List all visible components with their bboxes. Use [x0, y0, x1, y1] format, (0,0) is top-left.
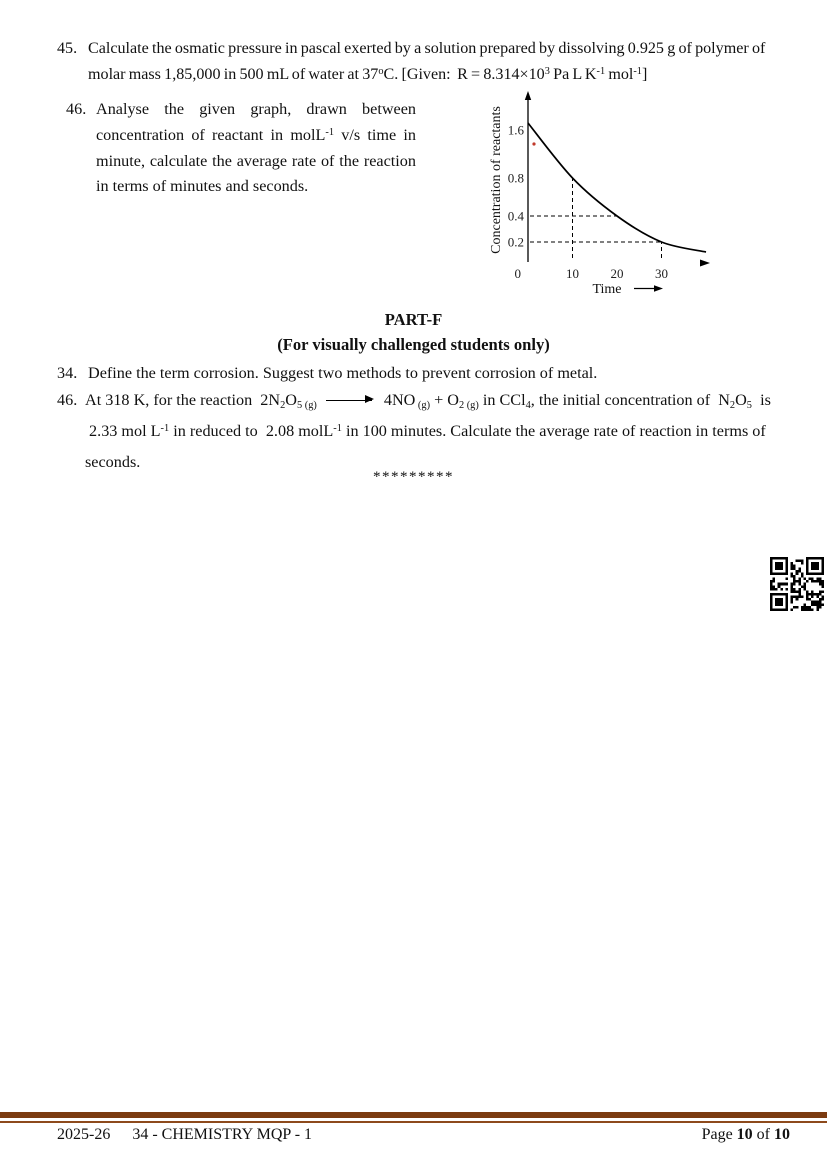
part-subtitle: (For visually challenged students only)	[277, 334, 550, 354]
question-45-text: Calculate the osmatic pressure in pascal exerted by a solution prepared by dissolving 0.925 g of polymer of molar mass 1,85,000 in 500 mL of water at 37$^o$C. [Given: $R = 8.314\times 10^3$ Pa L $K^{-1}$ mol$^{-1}$]	[88, 40, 766, 83]
subscript: 2	[729, 400, 736, 412]
x-tick-label: 0	[514, 266, 521, 281]
y-axis-arrow-icon	[525, 91, 531, 100]
subscript: (g)	[415, 400, 431, 412]
subscript: 5 (g)	[297, 400, 317, 412]
superscript: -1	[633, 66, 642, 78]
superscript: -1	[325, 126, 335, 138]
qr-code-image	[769, 557, 825, 611]
end-of-paper-marker: *********	[373, 469, 454, 485]
part-f-heading	[0, 308, 827, 357]
current-page-number: 10	[736, 1126, 753, 1143]
y-tick-label: 0.8	[507, 170, 524, 186]
y-tick-label: 0.4	[507, 208, 524, 224]
red-speck	[532, 142, 535, 145]
superscript: -1	[333, 423, 342, 435]
question-34-text: Define the term corrosion. Suggest two methods to prevent corrosion of metal.	[88, 364, 598, 382]
page-footer	[57, 1126, 790, 1144]
concentration-curve	[528, 123, 706, 252]
subscript: 5	[746, 400, 752, 412]
footer-rule-thick	[0, 1112, 827, 1118]
question-46-graph	[66, 97, 416, 200]
x-tick-label: 10	[566, 266, 579, 281]
superscript: -1	[160, 423, 170, 435]
of-word: of	[756, 1126, 770, 1143]
question-46-visually-challenged	[57, 385, 803, 478]
subscript: 2	[280, 400, 286, 412]
graph-canvas	[488, 88, 724, 298]
question-34	[57, 360, 805, 386]
footer-rule-thin	[0, 1121, 827, 1123]
part-title: PART-F	[384, 310, 443, 329]
x-axis-title: Time	[592, 282, 622, 297]
question-34-number: 34.	[57, 364, 78, 382]
qr-code	[769, 557, 825, 611]
x-tick-label: 30	[655, 266, 668, 281]
question-45-number: 45.	[57, 40, 78, 57]
x-axis-arrow-icon	[700, 260, 710, 267]
paper-title: 34 - CHEMISTRY MQP - 1	[132, 1126, 313, 1143]
question-45	[57, 36, 797, 88]
time-arrow-head-icon	[654, 285, 663, 291]
reaction-arrow-icon	[326, 400, 372, 402]
concentration-time-graph	[488, 88, 724, 298]
question-46-number: 46.	[66, 100, 87, 118]
page-word: Page	[701, 1126, 733, 1143]
y-tick-label: 1.6	[507, 122, 524, 138]
total-pages: 10	[774, 1126, 790, 1143]
y-tick-label: 0.2	[507, 234, 524, 250]
y-axis-title: Concentration of reactants	[489, 106, 504, 254]
subscript: 4	[525, 400, 531, 412]
question-46-text: Analyse the given graph, drawn between concentration of reactant in molL$^{-1}$ v/s time in minute, calculate the average rate of the reaction in terms of minutes and seconds.	[96, 100, 416, 196]
superscript: 3	[544, 66, 550, 78]
academic-year: 2025-26	[57, 1126, 111, 1143]
question-46vc-text: At 318 K, for the reaction $2N_2O_{5 (g)}$ 4NO $_{(g)} + O_{2 (g)}$ in CCl$_4$, the initial concentration of $N_2O_5$ is 2.33 mol $L^{-1}$ in reduced to 2.08 molL$^{-1}$ in 100 minutes. Calculate the average rate of reaction in terms of seconds.	[85, 391, 771, 471]
page-indicator	[702, 1126, 790, 1144]
x-tick-label: 20	[610, 266, 624, 281]
subscript: 2 (g)	[458, 400, 479, 412]
superscript: -1	[596, 66, 606, 78]
question-46vc-number: 46.	[57, 391, 78, 409]
superscript: o	[378, 66, 384, 78]
